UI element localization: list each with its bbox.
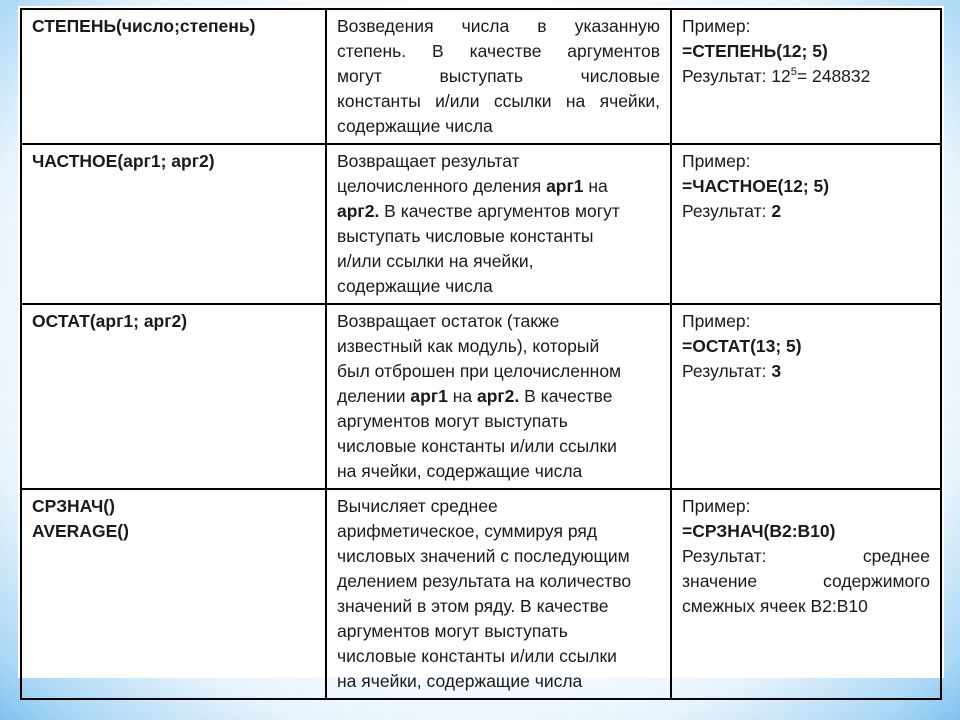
description-line: числовые константы и/или ссылки (337, 646, 617, 666)
description-line: делением результата на количество (337, 571, 632, 591)
function-name: СРЗНАЧ() (32, 496, 115, 516)
description-cell (326, 304, 671, 489)
example-label: Пример: (682, 496, 751, 516)
description-text: на (447, 386, 477, 406)
example-label: Пример: (682, 151, 751, 171)
result-value: 3 (771, 361, 782, 381)
example-formula: =СРЗНАЧ(B2:B10) (682, 521, 836, 541)
description-line: содержащие числа (337, 116, 493, 136)
description-text: целочисленного деления (337, 176, 547, 196)
function-name-cell (21, 304, 326, 489)
description-text: делении (337, 386, 411, 406)
description-line: могут выступать числовые (337, 66, 660, 86)
description-line: арифметическое, суммируя ряд (337, 521, 598, 541)
description-line: выступать числовые константы (337, 226, 594, 246)
example-formula: =СТЕПЕНЬ(12; 5) (682, 41, 828, 61)
function-name-alias: AVERAGE() (32, 521, 129, 541)
description-text: на (583, 176, 608, 196)
description-cell (326, 144, 671, 304)
example-cell (671, 489, 941, 699)
description-line: аргументов могут выступать (337, 411, 568, 431)
argument-name: арг1 (410, 386, 448, 406)
description-line: содержащие числа (337, 276, 493, 296)
description-line: Возведения числа в указанную (337, 16, 660, 36)
description-line: Возвращает результат (337, 151, 520, 171)
argument-name: арг2. (337, 201, 380, 221)
description-line: Возвращает остаток (также (337, 311, 560, 331)
result-value: = 248832 (796, 66, 871, 86)
description-line: числовые константы и/или ссылки (337, 436, 617, 456)
description-line: известный как модуль), который (337, 336, 600, 356)
example-cell (671, 144, 941, 304)
description-line: значений в этом ряду. В качестве (337, 596, 609, 616)
description-line: был отброшен при целочисленном (337, 361, 622, 381)
description-line (337, 199, 660, 224)
example-result: смежных ячеек B2:B10 (682, 596, 868, 616)
result-exponent: 5 (790, 66, 797, 79)
function-name-cell (21, 9, 326, 144)
example-label: Пример: (682, 16, 751, 36)
example-formula: =ЧАСТНОЕ(12; 5) (682, 176, 830, 196)
example-label: Пример: (682, 311, 751, 331)
example-result: Результат: среднее (682, 546, 930, 566)
functions-table (20, 8, 942, 700)
description-line: на ячейки, содержащие числа (337, 671, 583, 691)
description-line: аргументов могут выступать (337, 621, 568, 641)
example-formula: =ОСТАТ(13; 5) (682, 336, 802, 356)
result-label: Результат: (682, 201, 772, 221)
description-cell (326, 9, 671, 144)
description-line: константы и/или ссылки на ячейки, (337, 91, 660, 111)
example-cell (671, 304, 941, 489)
table-row (21, 9, 941, 144)
result-label: Результат: 12 (682, 66, 791, 86)
example-result (682, 64, 930, 89)
table-row (21, 144, 941, 304)
argument-name: арг1 (546, 176, 584, 196)
table-row (21, 304, 941, 489)
function-name-cell (21, 144, 326, 304)
function-name: ЧАСТНОЕ(арг1; арг2) (32, 151, 215, 171)
description-line: и/или ссылки на ячейки, (337, 251, 534, 271)
function-name: ОСТАТ(арг1; арг2) (32, 311, 188, 331)
table-row (21, 489, 941, 699)
description-line: числовых значений с последующим (337, 546, 630, 566)
result-value: 2 (771, 201, 782, 221)
example-result: значение содержимого (682, 571, 930, 591)
description-line: степень. В качестве аргументов (337, 41, 660, 61)
description-text: В качестве (519, 386, 613, 406)
description-line (337, 174, 660, 199)
example-result (682, 199, 930, 224)
description-line: Вычисляет среднее (337, 496, 498, 516)
description-cell (326, 489, 671, 699)
description-text: В качестве аргументов могут (379, 201, 620, 221)
result-label: Результат: (682, 361, 772, 381)
description-line (337, 384, 660, 409)
function-name: СТЕПЕНЬ(число;степень) (32, 16, 256, 36)
argument-name: арг2. (476, 386, 520, 406)
description-line: на ячейки, содержащие числа (337, 461, 583, 481)
example-result (682, 359, 930, 384)
function-name-cell (21, 489, 326, 699)
example-cell (671, 9, 941, 144)
